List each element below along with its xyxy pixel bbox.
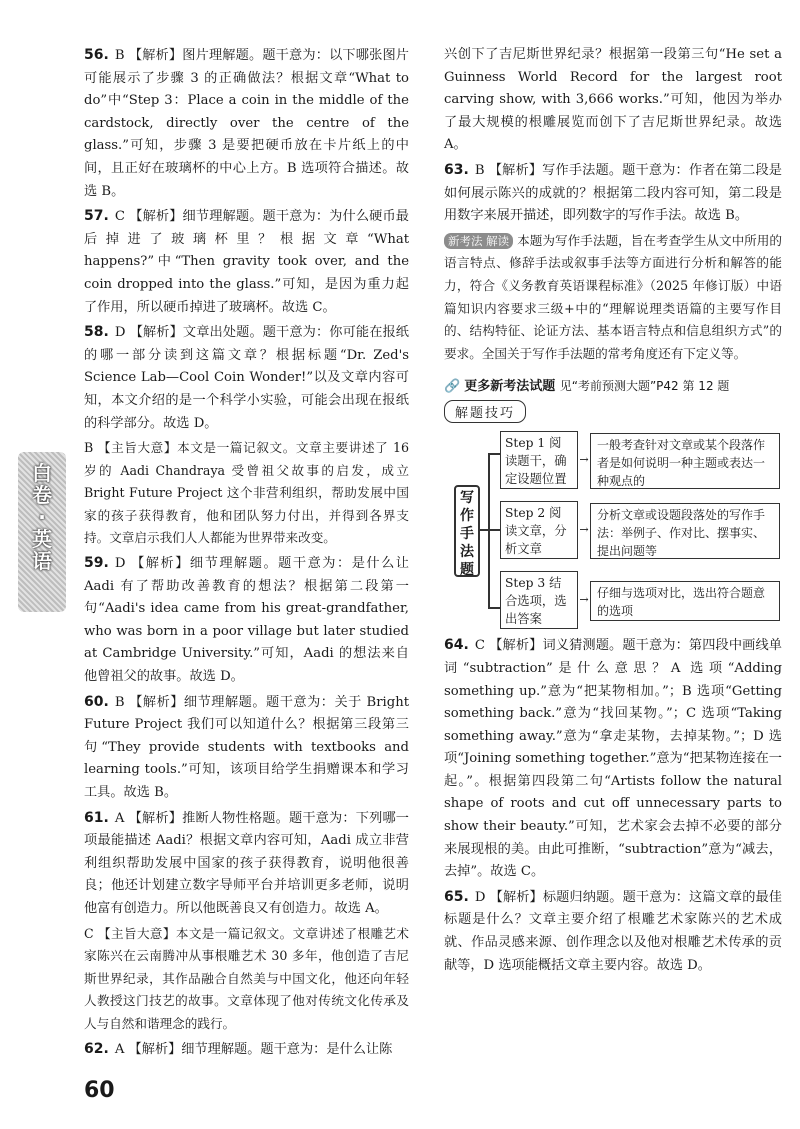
question-number: 65. — [444, 888, 469, 905]
answer-61 — [84, 807, 409, 921]
side-tab — [18, 452, 66, 612]
answer-text: A 【解析】细节理解题。题干意为：是什么让陈 — [114, 1041, 393, 1057]
diagram-step-1: Step 1 阅读题干，确定设题位置 — [500, 431, 578, 489]
more-questions — [444, 375, 782, 394]
left-column — [84, 44, 409, 1061]
diagram-step-3: Step 3 结合选项，选出答案 — [500, 571, 578, 629]
paperclip-icon: 🔗 — [444, 379, 461, 395]
question-number: 59. — [84, 555, 109, 572]
answer-59 — [84, 552, 409, 689]
question-number: 63. — [444, 161, 469, 178]
diagram-desc-2: 分析文章或设题段落处的写作手法：举例子、作对比、摆事实、提出问题等 — [590, 503, 780, 559]
tips-diagram — [444, 429, 782, 634]
arrow-icon: → — [579, 523, 589, 537]
answer-text: C 【解析】细节理解题。题干意为：为什么硬币最后掉进了玻璃杯里？根据文章“What happens?”中“Then gravity took over, and the coin dropped into the glass.”可知，是因为重力起了作用，所以硬币掉进了玻璃杯。故选 C。 — [84, 209, 409, 315]
more-ref: 见“考前预测大题”P42 第 12 题 — [559, 379, 730, 394]
new-method-interpretation — [444, 230, 782, 366]
connector-line — [488, 453, 490, 608]
question-number: 57. — [84, 208, 109, 225]
diagram-desc-1: 一般考查针对文章或某个段落作者是如何说明一种主题或表达一种观点的 — [590, 433, 780, 489]
answer-56 — [84, 44, 409, 203]
answer-text: C 【解析】词义猜测题。题干意为：第四段中画线单词“subtraction”是什么意思？A 选项“Adding something up.”意为“把某物相加。”；B 选项“Getting something back.”意为“找回某物。”；C 选项“Taking something away.”意为“拿走某物，去掉某物。”；D 选项“Joining something together.”意为“把某物连接在一起。”。根据第四段第二句“Artists follow the natural shape of roots and cut off unnecessary parts to show their beauty.”可知，艺术家会去掉不必要的部分来展现根的美。由此可推断，“subtraction”意为“减去，去掉”。故选 C。 — [444, 638, 782, 880]
answer-text: D 【解析】标题归纳题。题干意为：这篇文章的最佳标题是什么？文章主要介绍了根雕艺术家陈兴的艺术成就、作品灵感来源、创作理念以及他对根雕艺术传承的贡献等，D 选项能概括文章主要内容。故选 D。 — [444, 889, 782, 973]
side-tab-label: 白卷·英语 — [32, 461, 52, 573]
answer-text: B 【解析】图片理解题。题干意为：以下哪张图片可能展示了步骤 3 的正确做法？根据文章“What to do”中“Step 3：Place a coin in the middle of the cardstock, directly over the centre of the glass.”可知，步骤 3 是要把硬币放在卡片纸上的中间，且正好在玻璃杯的中心上方。B 选项符合描述。故选 B。 — [84, 48, 409, 199]
new-method-badge — [444, 233, 513, 249]
summary-c: C 【主旨大意】本文是一篇记叙文。文章讲述了根雕艺术家陈兴在云南腾冲从事根雕艺术 30 多年，他创造了吉尼斯世界纪录，其作品融合自然美与中国文化，他还向年轻人教授这门技艺的故事。文章体现了他对传统文化传承及人与自然和谐理念的践行。 — [84, 925, 409, 1031]
answer-58 — [84, 321, 409, 435]
answer-text: B 【解析】细节理解题。题干意为：关于 Bright Future Project 我们可以知道什么？根据第三段第三句“They provide students with textbooks and learning tools.”可知，该项目给学生捐赠课本和学习工具。故选 B。 — [84, 694, 409, 800]
tips-label: 解题技巧 — [455, 406, 516, 422]
connector-line — [488, 529, 500, 531]
diagram-step-2: Step 2 阅读文章，分析文章 — [500, 501, 578, 559]
badge-label: 新考法 — [448, 233, 483, 248]
answer-text: D 【解析】文章出处题。题干意为：你可能在报纸的哪一部分读到这篇文章？根据标题“Dr. Zed's Science Lab—Cool Coin Wonder!”以及文章内容可知，本文介绍的是一个科学小实验，可能会出现在报纸的科学部分。故选 D。 — [84, 325, 409, 431]
arrow-icon: → — [579, 453, 589, 467]
arrow-icon: → — [579, 593, 589, 607]
question-number: 62. — [84, 1040, 109, 1057]
more-title: 更多新考法试题 — [464, 379, 556, 395]
answer-text: B 【解析】写作手法题。题干意为：作者在第二段是如何展示陈兴的成就的？根据第二段内容可知，第二段是用数字来展开描述，即列数字的写作手法。故选 B。 — [444, 162, 782, 224]
answer-63 — [444, 159, 782, 228]
summary-b: B 【主旨大意】本文是一篇记叙文。文章主要讲述了 16 岁的 Aadi Chandraya 受曾祖父故事的启发，成立 Bright Future Project 这个非营利组织，帮助发展中国家的孩子获得教育，他和团队努力付出，并得到各界支持。文章启示我们人人都能为世界带来改变。 — [84, 440, 409, 546]
answer-64 — [444, 634, 782, 884]
answer-60 — [84, 691, 409, 805]
question-number: 64. — [444, 637, 469, 654]
diagram-topic: 写作手法题 — [454, 485, 480, 577]
answer-text: D 【解析】细节理解题。题干意为：是什么让 Aadi 有了帮助改善教育的想法？根据第二段第一句“Aadi's idea came from his great-grandfather, who was born in a poor village but later studied at Cambridge University.”可知，Aadi 的想法来自他曾祖父的故事。故选 D。 — [84, 556, 409, 685]
tips-chip — [444, 400, 526, 423]
answer-62-continued: 兴创下了吉尼斯世界纪录？根据第一段第三句“He set a Guinness World Record for the largest root carving show, with 3,666 works.”可知，他因为举办了最大规模的根雕展览而创下了吉尼斯世界纪录。故选 A。 — [444, 47, 782, 153]
interp-text: 本题为写作手法题，旨在考查学生从文中所用的语言特点、修辞手法或叙事手法等方面进行分析和解答的能力，符合《义务教育英语课程标准》（2025 年修订版）中语篇知识内容要求三级+中的“理解说理类语篇的主要写作目的、结构特征、论证方法、基本语言特点和信息组织方式”的要求。全国关于写作手法题的常考角度还有下定义等。 — [444, 232, 782, 361]
answer-text: A 【解析】推断人物性格题。题干意为：下列哪一项最能描述 Aadi？根据文章内容可知，Aadi 成立非营利组织帮助发展中国家的孩子获得教育，说明他很善良；他还计划建立数字导师平台并培训更多老师，说明他富有创造力。所以他既善良又有创造力。故选 A。 — [84, 810, 409, 916]
connector-line — [488, 453, 500, 455]
answer-62 — [84, 1038, 409, 1062]
page-number: 60 — [84, 1078, 115, 1103]
question-number: 58. — [84, 324, 109, 341]
answer-57 — [84, 205, 409, 319]
question-number: 56. — [84, 47, 109, 63]
connector-line — [488, 607, 500, 609]
question-number: 60. — [84, 693, 109, 710]
diagram-desc-3: 仔细与选项对比，选出符合题意的选项 — [590, 581, 780, 621]
right-column — [444, 44, 782, 977]
interp-label: 解读 — [486, 233, 510, 248]
question-number: 61. — [84, 809, 109, 826]
answer-65 — [444, 886, 782, 977]
